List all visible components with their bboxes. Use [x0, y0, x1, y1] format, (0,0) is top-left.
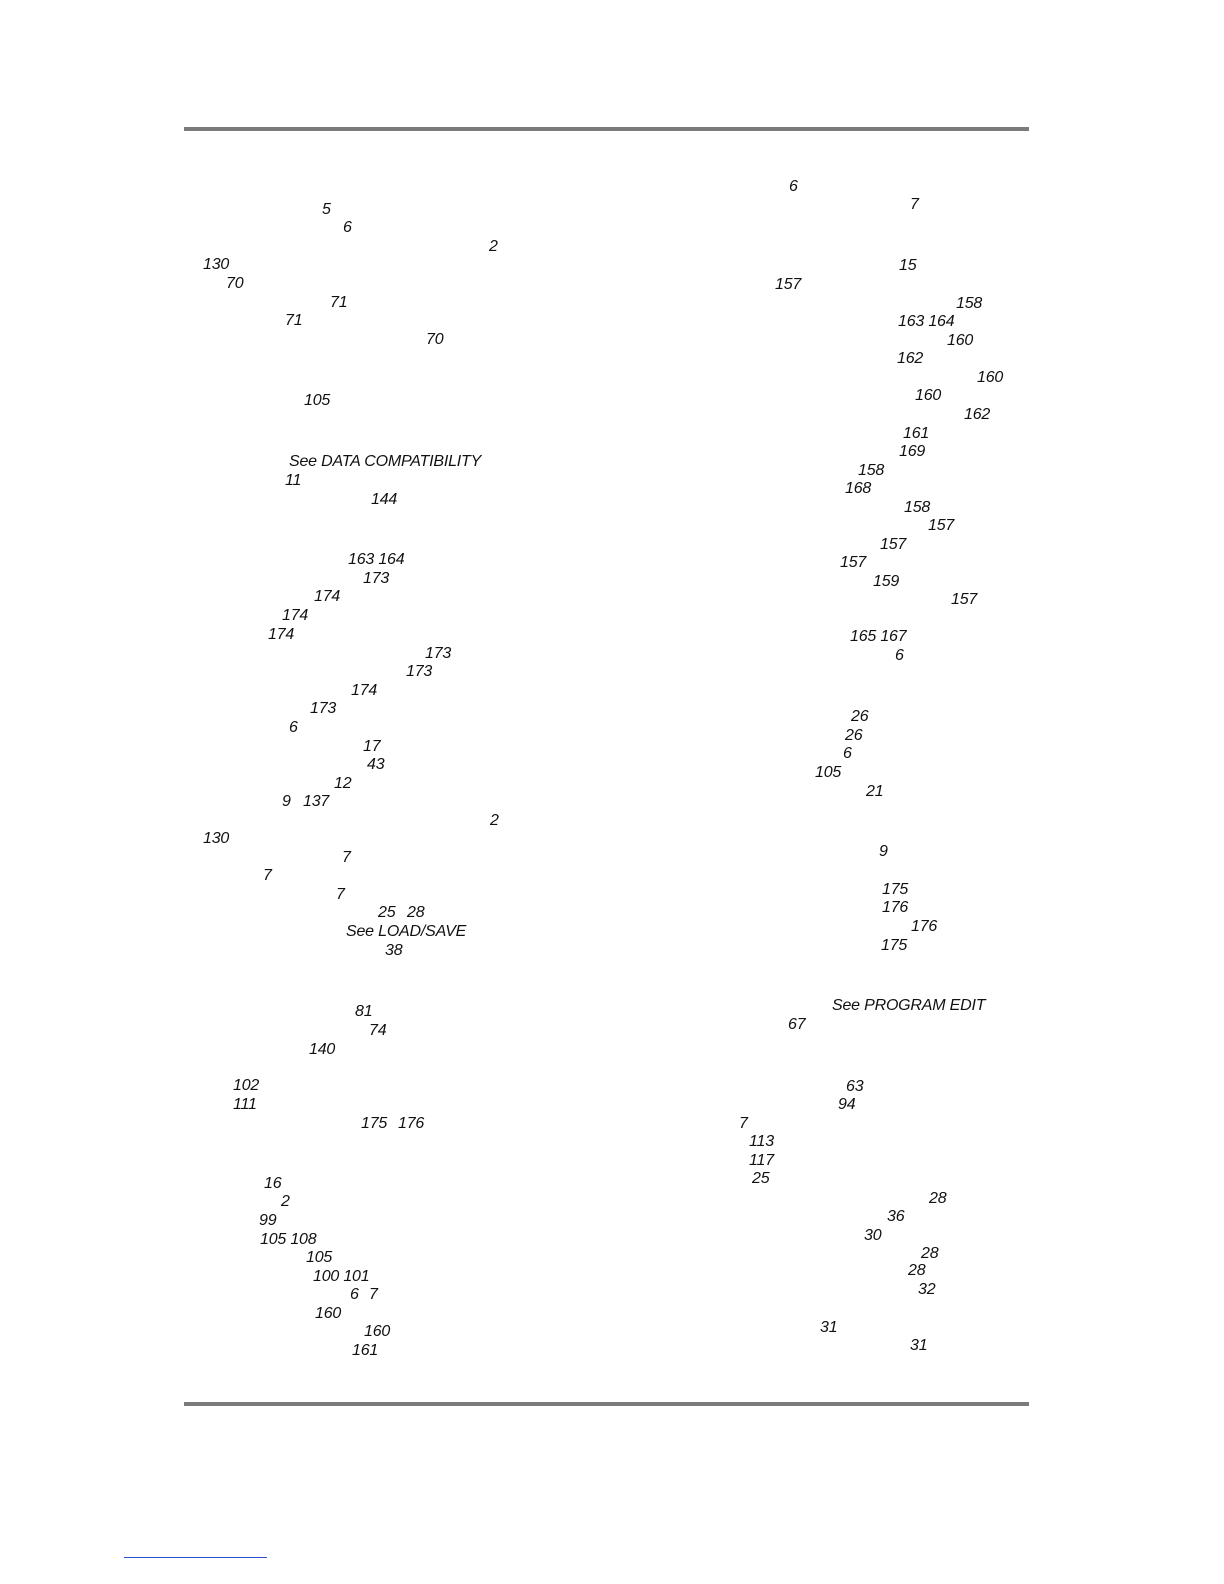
index-left-page-number: 71	[330, 294, 348, 311]
index-right-page-number: 117	[749, 1152, 774, 1169]
index-left-page-number: 74	[369, 1022, 387, 1039]
index-right-page-number: 160	[947, 332, 974, 349]
index-left-page-number: 25	[378, 904, 396, 921]
footer-link-underline[interactable]	[124, 1557, 267, 1558]
index-right-page-number: 32	[918, 1281, 936, 1298]
index-right-page-number: 36	[887, 1208, 905, 1225]
index-right-page-number: 15	[899, 257, 917, 274]
index-left-page-number: 137	[303, 793, 330, 810]
index-left-page-number: 2	[281, 1193, 290, 1210]
index-left-page-number: 130	[203, 830, 230, 847]
footer-rule	[184, 1402, 1029, 1406]
index-right-page-number: 162	[964, 406, 991, 423]
index-left-page-number: 176	[398, 1115, 425, 1132]
index-right-page-number: 94	[838, 1096, 856, 1113]
index-left-page-number: 175	[361, 1115, 388, 1132]
index-right-page-number: 113	[749, 1133, 774, 1150]
index-right-page-number: 157	[840, 554, 867, 571]
index-left-page-number: 2	[489, 238, 498, 255]
index-left-page-number: 38	[385, 942, 403, 959]
index-right-page-number: 163 164	[898, 313, 955, 330]
index-right-cross-reference: See PROGRAM EDIT	[832, 997, 986, 1014]
index-left-page-number: 161	[352, 1342, 379, 1359]
index-right-page-number: 160	[977, 369, 1004, 386]
index-right-page-number: 175	[882, 881, 909, 898]
index-right-page-number: 26	[845, 727, 863, 744]
index-left-page-number: 160	[364, 1323, 391, 1340]
index-left-page-number: 173	[425, 645, 452, 662]
index-right-page-number: 158	[858, 462, 885, 479]
index-right-page-number: 6	[843, 745, 852, 762]
index-left-page-number: 105	[304, 392, 331, 409]
index-right-page-number: 7	[910, 196, 919, 213]
index-left-page-number: 71	[285, 312, 303, 329]
index-left-page-number: 12	[334, 775, 352, 792]
index-right-page-number: 169	[899, 443, 926, 460]
index-left-page-number: 11	[285, 472, 302, 489]
index-right-page-number: 26	[851, 708, 869, 725]
index-right-page-number: 28	[908, 1262, 926, 1279]
index-left-page-number: 5	[322, 201, 331, 218]
index-left-page-number: 173	[406, 663, 433, 680]
index-right-page-number: 25	[752, 1170, 770, 1187]
index-left-page-number: 16	[264, 1175, 282, 1192]
index-right-page-number: 158	[904, 499, 931, 516]
index-left-page-number: 43	[367, 756, 385, 773]
index-right-page-number: 176	[882, 899, 909, 916]
index-right-page-number: 168	[845, 480, 872, 497]
index-right-page-number: 28	[929, 1190, 947, 1207]
index-left-page-number: 70	[426, 331, 444, 348]
index-left-page-number: 28	[407, 904, 425, 921]
index-left-page-number: 7	[342, 849, 351, 866]
index-right-page-number: 9	[879, 843, 888, 860]
index-right-page-number: 105	[815, 764, 842, 781]
index-left-cross-reference: See DATA COMPATIBILITY	[289, 453, 482, 470]
index-left-page-number: 6	[350, 1286, 359, 1303]
index-left-page-number: 105	[306, 1249, 333, 1266]
index-right-page-number: 7	[739, 1115, 748, 1132]
index-right-page-number: 31	[820, 1319, 838, 1336]
index-left-page-number: 102	[233, 1077, 260, 1094]
index-right-page-number: 162	[897, 350, 924, 367]
index-left-page-number: 130	[203, 256, 230, 273]
index-left-cross-reference: See LOAD/SAVE	[346, 923, 467, 940]
index-right-page-number: 159	[873, 573, 900, 590]
index-left-page-number: 6	[289, 719, 298, 736]
index-left-page-number: 6	[343, 219, 352, 236]
index-left-page-number: 2	[490, 812, 499, 829]
index-right-page-number: 28	[921, 1245, 939, 1262]
index-right-page-number: 165 167	[850, 628, 907, 645]
index-right-page-number: 63	[846, 1078, 864, 1095]
index-left-page-number: 111	[233, 1096, 257, 1113]
index-right-page-number: 31	[910, 1337, 928, 1354]
index-right-page-number: 175	[881, 937, 908, 954]
index-right-page-number: 21	[866, 783, 884, 800]
index-left-page-number: 99	[259, 1212, 277, 1229]
index-left-page-number: 17	[363, 738, 381, 755]
index-right-page-number: 160	[915, 387, 942, 404]
index-left-page-number: 173	[363, 570, 390, 587]
index-right-page-number: 6	[895, 647, 904, 664]
index-left-page-number: 144	[371, 491, 398, 508]
index-right-page-number: 157	[775, 276, 802, 293]
index-left-page-number: 163 164	[348, 551, 405, 568]
index-left-page-number: 105 108	[260, 1231, 317, 1248]
index-left-page-number: 174	[314, 588, 341, 605]
index-right-page-number: 158	[956, 295, 983, 312]
index-left-page-number: 100 101	[313, 1268, 370, 1285]
index-right-page-number: 157	[928, 517, 955, 534]
index-left-page-number: 7	[336, 886, 345, 903]
index-left-page-number: 173	[310, 700, 337, 717]
index-right-page-number: 176	[911, 918, 938, 935]
index-left-page-number: 7	[263, 867, 272, 884]
index-right-page-number: 6	[789, 178, 798, 195]
index-left-page-number: 70	[226, 275, 244, 292]
index-right-page-number: 157	[880, 536, 907, 553]
index-left-page-number: 9	[282, 793, 291, 810]
index-left-page-number: 160	[315, 1305, 342, 1322]
index-left-page-number: 174	[268, 626, 295, 643]
index-left-page-number: 174	[282, 607, 309, 624]
header-rule	[184, 127, 1029, 131]
index-right-page-number: 30	[864, 1227, 882, 1244]
index-left-page-number: 7	[369, 1286, 378, 1303]
index-left-page-number: 81	[355, 1003, 373, 1020]
index-right-page-number: 161	[903, 425, 930, 442]
index-right-page-number: 157	[951, 591, 978, 608]
index-right-page-number: 67	[788, 1016, 806, 1033]
index-left-page-number: 174	[351, 682, 378, 699]
index-left-page-number: 140	[309, 1041, 336, 1058]
